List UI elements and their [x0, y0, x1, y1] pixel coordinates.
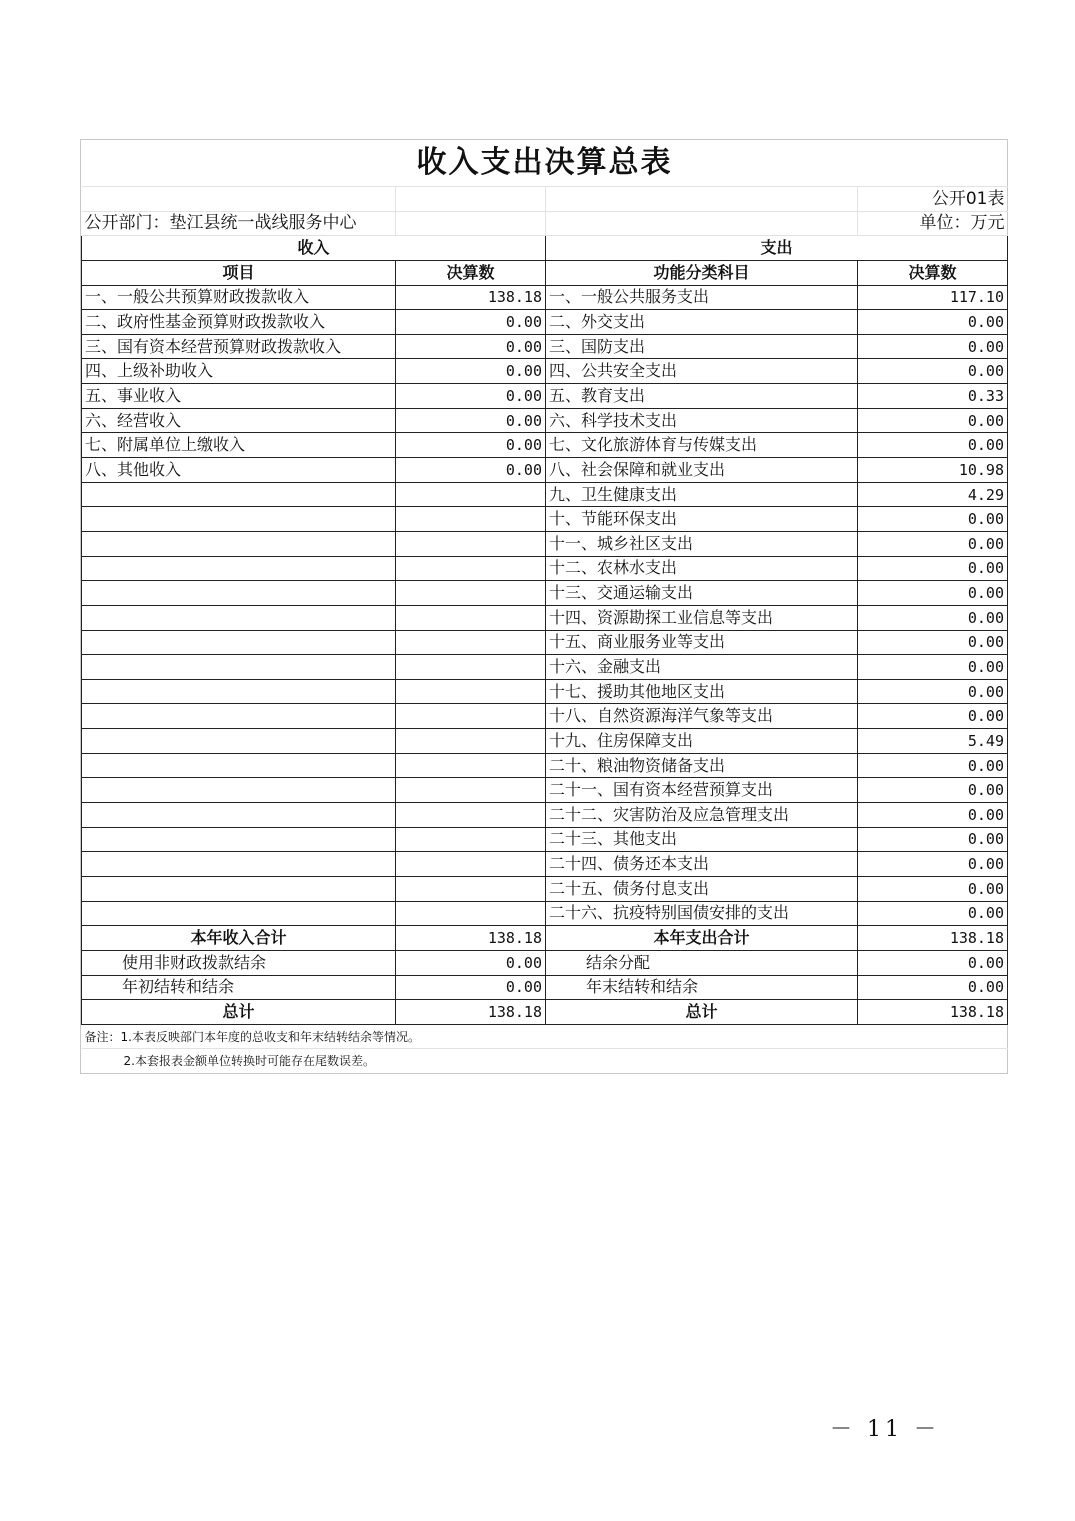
- expense-item-label: 六、科学技术支出: [546, 408, 858, 433]
- table-row: [82, 359, 1008, 384]
- empty-cell: [82, 827, 396, 852]
- empty-cell: [82, 729, 396, 754]
- department-label: 公开部门：垫江县统一战线服务中心: [82, 211, 396, 236]
- unit-label: 单位：万元: [858, 211, 1008, 236]
- income-item-value: 0.00: [396, 310, 546, 335]
- empty-cell: [396, 803, 546, 828]
- expense-item-value: 0.00: [858, 655, 1008, 680]
- grand-total-left-label: 总计: [82, 1000, 396, 1025]
- expense-item-value: 0.00: [858, 359, 1008, 384]
- empty-cell: [396, 630, 546, 655]
- table-row: [82, 605, 1008, 630]
- table-row: [82, 778, 1008, 803]
- table-row: [82, 729, 1008, 754]
- expense-item-label: 二十六、抗疫特别国债安排的支出: [546, 901, 858, 926]
- expense-item-label: 七、文化旅游体育与传媒支出: [546, 433, 858, 458]
- expense-section-header: 支出: [546, 236, 1008, 261]
- income-item-label: 一、一般公共预算财政拨款收入: [82, 285, 396, 310]
- empty-cell: [396, 704, 546, 729]
- expense-item-label: 二、外交支出: [546, 310, 858, 335]
- table-row: [82, 876, 1008, 901]
- expense-item-value: 0.00: [858, 408, 1008, 433]
- empty-cell: [396, 852, 546, 877]
- expense-item-value: 0.00: [858, 753, 1008, 778]
- table-row: [82, 285, 1008, 310]
- expense-item-label: 十二、农林水支出: [546, 556, 858, 581]
- income-section-header: 收入: [82, 236, 546, 261]
- income-total-value: 138.18: [396, 926, 546, 951]
- empty-cell: [396, 778, 546, 803]
- expense-item-label: 十一、城乡社区支出: [546, 531, 858, 556]
- income-item-value: 0.00: [396, 408, 546, 433]
- expense-item-value: 117.10: [858, 285, 1008, 310]
- expense-item-label: 九、卫生健康支出: [546, 482, 858, 507]
- income-item-label: 七、附属单位上缴收入: [82, 433, 396, 458]
- expense-item-value: 0.00: [858, 876, 1008, 901]
- table-title: 收入支出决算总表: [82, 140, 1008, 187]
- expense-item-value: 0.00: [858, 581, 1008, 606]
- empty-cell: [396, 729, 546, 754]
- empty-cell: [82, 630, 396, 655]
- table-row: [82, 408, 1008, 433]
- empty-cell: [82, 581, 396, 606]
- empty-cell: [396, 581, 546, 606]
- expense-item-label: 二十一、国有资本经营预算支出: [546, 778, 858, 803]
- empty-cell: [396, 556, 546, 581]
- grand-total-right-value: 138.18: [858, 1000, 1008, 1025]
- expense-item-label: 二十三、其他支出: [546, 827, 858, 852]
- table-row: [82, 827, 1008, 852]
- expense-item-value: 0.00: [858, 531, 1008, 556]
- balance-distribution-label: 结余分配: [546, 950, 858, 975]
- income-item-label: 五、事业收入: [82, 384, 396, 409]
- budget-table: [81, 140, 1008, 1073]
- table-row: [82, 655, 1008, 680]
- expense-item-label: 二十五、债务付息支出: [546, 876, 858, 901]
- income-item-value: 0.00: [396, 433, 546, 458]
- grand-total-right-label: 总计: [546, 1000, 858, 1025]
- expense-item-label: 十七、援助其他地区支出: [546, 679, 858, 704]
- nonfiscal-balance-value: 0.00: [396, 950, 546, 975]
- empty-cell: [396, 901, 546, 926]
- expense-item-value: 0.00: [858, 334, 1008, 359]
- income-item-label: 二、政府性基金预算财政拨款收入: [82, 310, 396, 335]
- income-item-value: 0.00: [396, 384, 546, 409]
- note-line-2: 2.本套报表金额单位转换时可能存在尾数误差。: [123, 1054, 375, 1069]
- table-row: [82, 581, 1008, 606]
- empty-cell: [82, 531, 396, 556]
- table-row: [82, 334, 1008, 359]
- income-total-label: 本年收入合计: [82, 926, 396, 951]
- empty-cell: [82, 482, 396, 507]
- expense-item-label: 二十四、债务还本支出: [546, 852, 858, 877]
- expense-item-value: 0.00: [858, 803, 1008, 828]
- table-row: [82, 803, 1008, 828]
- table-row: [82, 753, 1008, 778]
- expense-item-value: 0.00: [858, 556, 1008, 581]
- expense-item-label: 八、社会保障和就业支出: [546, 458, 858, 483]
- expense-item-value: 0.00: [858, 852, 1008, 877]
- note-line-1: 备注：1.本表反映部门本年度的总收支和年末结转结余等情况。: [82, 1024, 1008, 1049]
- table-row: [82, 630, 1008, 655]
- empty-cell: [396, 605, 546, 630]
- expense-item-label: 十三、交通运输支出: [546, 581, 858, 606]
- empty-cell: [396, 531, 546, 556]
- empty-cell: [396, 679, 546, 704]
- empty-cell: [82, 507, 396, 532]
- income-item-label: 六、经营收入: [82, 408, 396, 433]
- income-item-value: 0.00: [396, 334, 546, 359]
- table-row: [82, 310, 1008, 335]
- expense-item-label: 十、节能环保支出: [546, 507, 858, 532]
- empty-cell: [82, 803, 396, 828]
- empty-cell: [82, 605, 396, 630]
- table-row: [82, 384, 1008, 409]
- income-item-label: 四、上级补助收入: [82, 359, 396, 384]
- empty-cell: [82, 852, 396, 877]
- expense-item-label: 三、国防支出: [546, 334, 858, 359]
- expense-item-value: 5.49: [858, 729, 1008, 754]
- expense-item-value: 0.00: [858, 605, 1008, 630]
- expense-item-label: 十九、住房保障支出: [546, 729, 858, 754]
- empty-cell: [82, 655, 396, 680]
- column-header-item: 项目: [82, 260, 396, 285]
- empty-cell: [82, 679, 396, 704]
- expense-item-label: 十六、金融支出: [546, 655, 858, 680]
- carry-out-value: 0.00: [858, 975, 1008, 1000]
- empty-cell: [82, 556, 396, 581]
- expense-item-label: 五、教育支出: [546, 384, 858, 409]
- table-row: [82, 458, 1008, 483]
- empty-cell: [82, 778, 396, 803]
- expense-total-value: 138.18: [858, 926, 1008, 951]
- empty-cell: [396, 655, 546, 680]
- expense-total-label: 本年支出合计: [546, 926, 858, 951]
- table-row: [82, 556, 1008, 581]
- expense-item-value: 0.00: [858, 310, 1008, 335]
- empty-cell: [396, 753, 546, 778]
- carry-in-label: 年初结转和结余: [82, 975, 396, 1000]
- empty-cell: [396, 827, 546, 852]
- expense-item-value: 0.33: [858, 384, 1008, 409]
- expense-item-value: 4.29: [858, 482, 1008, 507]
- expense-item-value: 10.98: [858, 458, 1008, 483]
- table-row: [82, 704, 1008, 729]
- table-row: [82, 507, 1008, 532]
- income-item-label: 三、国有资本经营预算财政拨款收入: [82, 334, 396, 359]
- column-header-amount-left: 决算数: [396, 260, 546, 285]
- income-item-value: 0.00: [396, 359, 546, 384]
- expense-item-value: 0.00: [858, 827, 1008, 852]
- table-row: [82, 531, 1008, 556]
- empty-cell: [82, 753, 396, 778]
- expense-item-value: 0.00: [858, 778, 1008, 803]
- table-row: [82, 852, 1008, 877]
- empty-cell: [396, 482, 546, 507]
- expense-item-label: 四、公共安全支出: [546, 359, 858, 384]
- balance-distribution-value: 0.00: [858, 950, 1008, 975]
- expense-item-label: 一、一般公共服务支出: [546, 285, 858, 310]
- expense-item-value: 0.00: [858, 704, 1008, 729]
- table-row: [82, 679, 1008, 704]
- table-row: [82, 901, 1008, 926]
- carry-in-value: 0.00: [396, 975, 546, 1000]
- expense-item-value: 0.00: [858, 433, 1008, 458]
- nonfiscal-balance-label: 使用非财政拨款结余: [82, 950, 396, 975]
- table-code: 公开01表: [858, 187, 1008, 212]
- expense-item-value: 0.00: [858, 507, 1008, 532]
- income-item-label: 八、其他收入: [82, 458, 396, 483]
- page-number: － 11 －: [830, 1417, 940, 1442]
- table-row: [82, 482, 1008, 507]
- expense-item-label: 十八、自然资源海洋气象等支出: [546, 704, 858, 729]
- budget-sheet: [80, 139, 1008, 1074]
- expense-item-label: 二十二、灾害防治及应急管理支出: [546, 803, 858, 828]
- income-item-value: 138.18: [396, 285, 546, 310]
- expense-item-value: 0.00: [858, 630, 1008, 655]
- column-header-amount-right: 决算数: [858, 260, 1008, 285]
- grand-total-left-value: 138.18: [396, 1000, 546, 1025]
- empty-cell: [82, 704, 396, 729]
- empty-cell: [396, 876, 546, 901]
- table-row: [82, 433, 1008, 458]
- expense-item-label: 十五、商业服务业等支出: [546, 630, 858, 655]
- expense-item-label: 十四、资源勘探工业信息等支出: [546, 605, 858, 630]
- empty-cell: [396, 507, 546, 532]
- expense-item-value: 0.00: [858, 901, 1008, 926]
- expense-item-value: 0.00: [858, 679, 1008, 704]
- carry-out-label: 年末结转和结余: [546, 975, 858, 1000]
- empty-cell: [82, 901, 396, 926]
- column-header-category: 功能分类科目: [546, 260, 858, 285]
- expense-item-label: 二十、粮油物资储备支出: [546, 753, 858, 778]
- empty-cell: [82, 876, 396, 901]
- income-item-value: 0.00: [396, 458, 546, 483]
